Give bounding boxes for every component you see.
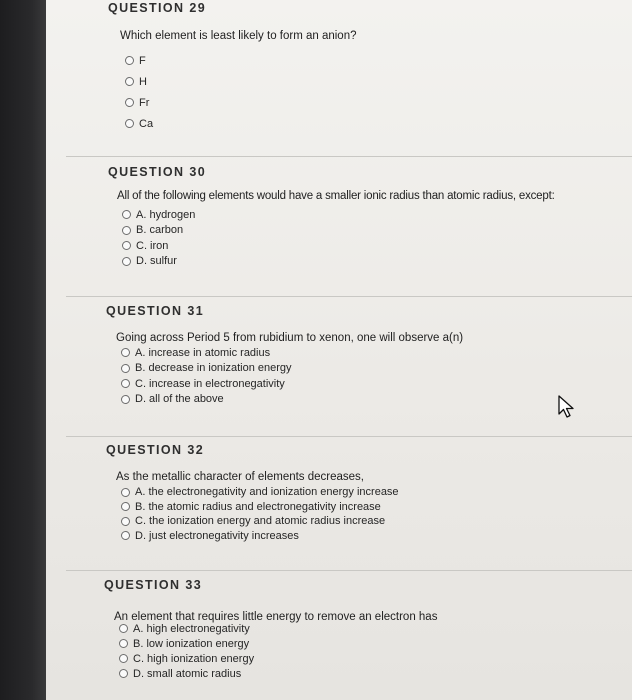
question-title: QUESTION 29 <box>108 1 207 15</box>
option-label: A. high electronegativity <box>133 622 250 635</box>
radio-button[interactable] <box>121 364 130 373</box>
radio-button[interactable] <box>121 502 130 511</box>
radio-button[interactable] <box>119 639 128 648</box>
radio-button[interactable] <box>119 654 128 663</box>
question-text: An element that requires little energy to remove an electron has <box>114 611 438 623</box>
option-label: A. hydrogen <box>136 208 196 221</box>
question-title: QUESTION 33 <box>104 578 203 592</box>
option-label: D. sulfur <box>136 255 177 268</box>
radio-button[interactable] <box>122 257 131 266</box>
question-divider <box>66 436 632 437</box>
option-b[interactable] <box>122 223 195 239</box>
option-d[interactable] <box>121 529 399 544</box>
option-label: C. increase in electronegativity <box>135 377 285 390</box>
question-divider <box>66 156 632 157</box>
option-c[interactable] <box>119 651 254 666</box>
option-label: H <box>139 75 147 88</box>
answer-options <box>119 621 254 681</box>
mouse-pointer-icon <box>556 394 576 420</box>
option-label: D. just electronegativity increases <box>135 529 299 542</box>
option-a[interactable] <box>122 207 195 223</box>
radio-button[interactable] <box>121 395 130 404</box>
option-h[interactable] <box>125 71 153 92</box>
option-a[interactable] <box>119 621 254 636</box>
answer-options <box>125 50 153 134</box>
radio-button[interactable] <box>119 669 128 678</box>
radio-button[interactable] <box>121 488 130 497</box>
option-d[interactable] <box>119 666 254 681</box>
radio-button[interactable] <box>121 531 130 540</box>
option-label: D. all of the above <box>135 393 224 406</box>
question-title: QUESTION 31 <box>106 304 205 318</box>
question-title: QUESTION 32 <box>106 443 205 457</box>
question-title: QUESTION 30 <box>108 165 207 179</box>
option-label: B. the atomic radius and electronegativity increase <box>135 500 381 513</box>
answer-options <box>122 207 195 269</box>
option-c[interactable] <box>121 514 399 529</box>
question-text: All of the following elements would have a smaller ionic radius than atomic radius, except: <box>117 190 555 202</box>
option-label: Ca <box>139 117 154 130</box>
radio-button[interactable] <box>121 517 130 526</box>
monitor-bezel <box>0 0 46 700</box>
question-text: Which element is least likely to form an anion? <box>120 30 357 42</box>
option-c[interactable] <box>122 238 195 254</box>
option-f[interactable] <box>125 50 153 71</box>
question-divider <box>66 570 632 571</box>
answer-options <box>121 345 292 407</box>
radio-button[interactable] <box>122 210 131 219</box>
question-text: As the metallic character of elements decreases, <box>116 471 365 483</box>
radio-button[interactable] <box>121 348 130 357</box>
radio-button[interactable] <box>125 56 134 65</box>
quiz-page <box>46 0 632 700</box>
option-d[interactable] <box>121 392 292 408</box>
option-label: Fr <box>139 96 150 109</box>
option-ca[interactable] <box>125 113 153 134</box>
radio-button[interactable] <box>125 98 134 107</box>
option-label: C. high ionization energy <box>133 652 255 665</box>
option-b[interactable] <box>121 361 292 377</box>
option-b[interactable] <box>121 500 399 515</box>
option-label: F <box>139 54 146 67</box>
radio-button[interactable] <box>125 77 134 86</box>
option-label: D. small atomic radius <box>133 667 242 680</box>
option-a[interactable] <box>121 345 292 361</box>
option-label: A. increase in atomic radius <box>135 346 271 359</box>
option-d[interactable] <box>122 254 195 270</box>
answer-options <box>121 485 399 543</box>
question-text: Going across Period 5 from rubidium to xenon, one will observe a(n) <box>116 332 464 344</box>
option-label: A. the electronegativity and ionization energy increase <box>135 486 399 499</box>
question-divider <box>66 296 632 297</box>
option-c[interactable] <box>121 376 292 392</box>
radio-button[interactable] <box>122 226 131 235</box>
option-label: B. low ionization energy <box>133 637 250 650</box>
option-label: B. carbon <box>136 224 184 237</box>
radio-button[interactable] <box>125 119 134 128</box>
option-fr[interactable] <box>125 92 153 113</box>
option-label: C. the ionization energy and atomic radius increase <box>135 515 386 528</box>
option-label: B. decrease in ionization energy <box>135 362 292 375</box>
radio-button[interactable] <box>122 241 131 250</box>
radio-button[interactable] <box>121 379 130 388</box>
option-a[interactable] <box>121 485 399 500</box>
option-b[interactable] <box>119 636 254 651</box>
radio-button[interactable] <box>119 624 128 633</box>
option-label: C. iron <box>136 239 169 252</box>
